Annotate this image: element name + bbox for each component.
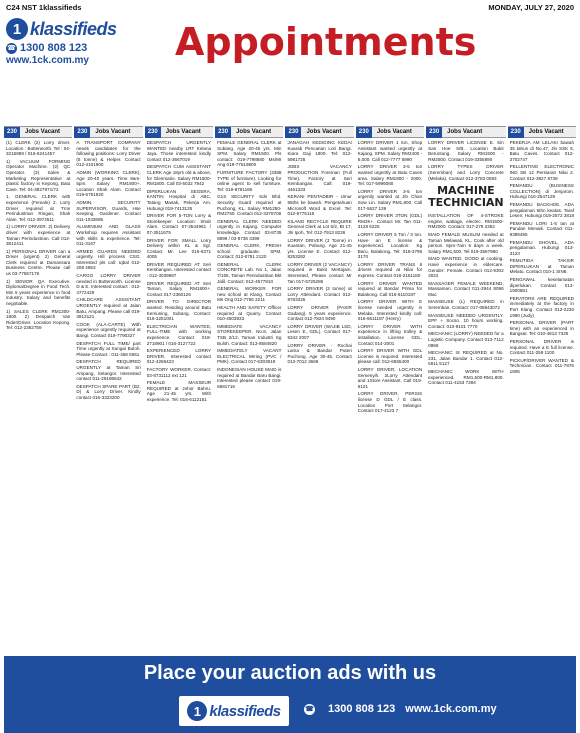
banner-logo-number: 1 — [187, 701, 207, 721]
column-3 — [145, 126, 213, 654]
classified-ad: LORRY DRIVER WITH E license needed urgently in Melaka. Interested kindly call: 016-6611187 (Henry) — [357, 299, 423, 322]
classified-ad: PERATORS ARE REQUIRED immediately at the factory in Port Klang. Contact 012-2230 1990 (Judy) — [509, 295, 574, 318]
classified-ad: PEMANDU (BUSINESS COLLECTION) di Jenjarom. Hubungi 016-2547129 — [509, 183, 574, 200]
classified-ad: A TRANSPORT COMPANY needs candidates for the following positions: Lorry Driver (5 tonne) & Helper. Contact 012-4101900 — [76, 140, 141, 168]
classified-ad: EXPERIENCED LORRY DRIVER. Interested contact 012-4286423 — [146, 348, 212, 365]
page-title: Appointments — [175, 20, 477, 64]
column-ads — [215, 138, 283, 393]
classified-ad: LORRY DRIVER 3-5 ton wanted urgently at Batu Caves area. Salary RM1800 - 2000. Tel: 017-5996080 — [357, 164, 423, 187]
banner-logo — [179, 696, 289, 726]
column-1 — [4, 126, 72, 654]
classified-ad: PEMANDU BACKHOE. ADA pengalaman 5thn keatas. Taraf Lesen: Hubungi 019-2572 3818 — [509, 201, 575, 219]
classified-ad: 1) SALES CLERK RM1300-1800. 2) Despatch Van Rider/Driver. Location Kepong. Tel: 012-2382759 — [6, 308, 71, 331]
classified-ad: LORRY DRIVER (3 tonne) at Lorry Attendant. Contact 012-8783325 — [287, 286, 352, 303]
column-header — [145, 127, 213, 138]
classified-ad: CHILDCARE ASSISTANT URGENTLY required at Jalan Batu, Ampang. Please call 019-3913121 — [76, 297, 141, 320]
classified-ad: DIPERLUKAN SEGERA, KANTIN Hospital di ABC, Tatang Masak, Pekerja Am. Hubungi 019-7413125 — [146, 188, 212, 211]
classified-ad: G1S SECURITY Sdn Bhd. Security Guard required at Puchong, KL. Salary RM1250-RM2750. Contact 012-3378708 — [217, 194, 282, 217]
page-header-line — [0, 0, 580, 14]
classified-ad: LORRY DRIVER (PASIR Gadang). 5 years experience. Contact 012-7824 9490 — [287, 305, 352, 322]
classified-ad: PENGAWAL keselamatan diperlukan. Contact 013-1900881 — [509, 277, 574, 294]
classified-ad: MAID FEMALE MUSLIM needed at Taman Melawati, KL. Cook after old person. 6pm-7am 6 days a week. Salary RM1,500. Tel 019-3567980 — [428, 231, 504, 254]
banner-phone: 1300 808 123 — [328, 703, 396, 715]
column-ads — [145, 138, 213, 407]
category-name: Jobs Vacant — [447, 129, 483, 135]
category-name: Jobs Vacant — [306, 129, 342, 135]
classified-ad: PEKERJA AM LELAKI bawah 35 tahun di No.47, Jln SSK 6, Batu Caves. Contact 012-3702747 — [509, 140, 574, 162]
classified-ad: HEALTH AND SAFETY Officer required at Quarry. Contact 010-4503933 — [217, 305, 282, 322]
classified-ad: COOK (ALA-CARTE) With experience urgently required at Bangi. Contact 019-7790327 — [76, 321, 141, 338]
classified-ad: DESPATCH SPARE PART (B2, D) & Lorry Driver. Kindly contact 016-3323200 — [76, 383, 141, 400]
section-heading-machine-technician: MACHINE TECHNICIAN — [428, 184, 504, 210]
classified-ad: KILANG RECYCLE REQUIRE General Clerk at Lot 6/2, Bt 17, Jln Ipoh, Tel: 012-7913 8226 — [287, 218, 352, 235]
column-ads — [4, 138, 72, 335]
category-number: 230 — [356, 127, 372, 138]
column-8 — [508, 126, 576, 654]
classified-ad: CARGO LORRY DRIVER needed in Butterworth. License D & E. Interested contact : 012-4772429 — [76, 273, 141, 295]
classified-ad: INSTALLATION OF 4-STROKE engine, wattage, electric. RM1500-RM2000. Contact: 017-279 2352 — [428, 213, 504, 230]
classified-ad: 1) SENIOR QA Executive. Diploma/Degree in Food Tech. Min 5 years experience in food industry. Salary and benefits negotiable. — [6, 278, 71, 307]
classified-ad: DESPATCH URGENTLY WANTED nearby LRT Kelana Jaya. Those interested kindly contact 012-3667019 — [146, 140, 212, 162]
classified-ad: (1) CLERK (2) Lorry driver. Location : Butterworth. Tel : 04-3215889 / 015-6241457 — [6, 140, 71, 157]
classified-ad: PERSONAL DRIVER (PART time) with an experienced in Bangsar. Tel: 010-4813 7325 — [509, 320, 574, 337]
classified-ad: LORRY DRIVER (WAJIB LSD, Lesen E, GDL). Contact 017-5342 2007 — [287, 323, 352, 340]
banner-contact — [304, 703, 497, 715]
classified-ad: DESPATCH CUM ASSISTANT CLERK Age 18yrs old & above, for Glenmarie. Salary RM1500-RM1800. Call 03-5032 7942 — [146, 164, 212, 187]
classified-ad: PEMUTIDA TAKSIR DIPERLUKAN at Taman Melatu. Contact 010-1 SIN8. — [509, 258, 574, 275]
auction-banner — [4, 656, 576, 733]
column-5 — [285, 126, 353, 654]
classified-ad: LORRY DRIVER WANTED required at Bandar Prima for Balakong. Call 016-6110187 — [357, 280, 423, 297]
classified-ad: ARMED GUARDS NEEDED urgently. Hill process CSG. Interested pls call: Iqbal 012-208 4853 — [76, 248, 141, 271]
column-ads — [426, 138, 505, 390]
classified-ad: DRIVER TO DIRECTOR wanted. Residing around Batu Kemuning, Subang. Contact: 016-3251001 — [146, 299, 212, 322]
classified-ad: PEMANDU LORI 1-5 tan at Pandan Menaik. Contact 011-9389495 — [509, 220, 574, 237]
classified-ad: LORRY DRIVER, PERSIS license D GDL / E class. Location Port Selangor. Contact 017-4123 7 — [357, 391, 423, 414]
classified-ad: LORRY DRIVER (3 Tonne) in Kuantan, Pahang. Age 21-45 yrs. License E. Contact 012-8253282 — [287, 237, 352, 260]
column-header — [215, 127, 283, 138]
banner-headline: Place your auction ads with us — [143, 662, 437, 684]
classified-ad: LORRY DRIVER 1 ton, Shop Assistant wanted urgently at Kajang. SPM. Salary RM2400 - 5,000. Call 012-7777 5990 — [357, 140, 423, 162]
classified-ad: 1) PERSONAL DRIVER can a Driver (urgent) 2) General Clerk required at Damansara Business Centre. Please call us 03-77557176 — [6, 248, 71, 277]
classified-ad: LORRY DRIVER 5 Ton / 3 ton. Have an E license & experienced. Location: Kg Baru, Balakong. Tel: 018-3796 3170 — [357, 231, 423, 260]
classified-ad: MASSAGER FEMALE WEEKEND, Massaman. Contact 011-2944 8096 Mac — [428, 280, 504, 297]
category-name: Jobs Vacant — [236, 129, 272, 135]
column-6 — [356, 126, 424, 654]
category-name: Jobs Vacant — [376, 129, 412, 135]
classified-ad: DRIVER FOR SMALL Lorry Delivery within KL & Sgr. Contact Mr. Lee 016-6371 4005 — [146, 237, 212, 260]
classified-ad: ALUMINIUM AND GLASS Workshop requires Assistant with skills & experience. Tel: 011-3167 — [76, 224, 141, 247]
classified-ad: KERANI PENTADBIR - Umur 55ths ke bawah. Pengetahuan Microsoft Word & Excel. Tel: 012-6775116 — [287, 194, 352, 217]
category-name: Jobs Vacant — [95, 129, 131, 135]
classified-ad: LORRY DRIVER WITH GDL License is required. Interested please call: 012-6655400 — [357, 348, 423, 365]
category-number: 230 — [74, 127, 90, 138]
classified-ad: MECHANIC WORK WITH experienced. RM1,500-RM1,800. Contact 011-4153 7394 — [428, 369, 504, 386]
classified-ad: INDONESIAN HOUSE MAID is required at Bandar Baru Bangi. Interested please contact 019-6681716 — [217, 366, 282, 389]
column-ads — [74, 138, 142, 405]
classified-ad: ADMIN, SECURITY SUPERVISOR, Guards, Hse Keeping, Gardener. Contact 011-1033695 — [76, 199, 141, 222]
brand-website: www.1ck.com.my — [6, 55, 89, 66]
classified-ad: DESPATCH REQUIRED URGENTLY at Taman Sri Ampang, Selangor. Interested contact 011-29196642 — [76, 359, 141, 382]
classified-ad: ELECTRICIAN WANTED, FULL-TIME with working experience. Contact 019-2718901 / 016-3127722 — [146, 323, 212, 346]
classified-ad: 1) LORRY DRIVER. 2) Delivery driver with experience at Taman Perindustrian. Call 012-3812411 — [6, 224, 71, 247]
classified-ad: LORRY DRIVER WITH experience in lifting trolley & installation. License GDL. Contact 014-2001 — [357, 323, 423, 346]
column-2 — [74, 126, 142, 654]
banner-website: www.1ck.com.my — [405, 703, 497, 715]
classified-ad: FEMALE GENERAL CLERK at Subang. Age 20-45 yrs. Min SPM. Salary RM1500. Pls contact: 019-7798880 Ms/Mr Ang 019-77519800 — [217, 140, 282, 168]
category-name: Jobs Vacant — [25, 129, 61, 135]
brand-block — [0, 14, 160, 74]
column-header — [74, 127, 142, 138]
logo-number: 1 — [6, 18, 28, 40]
column-ads — [356, 138, 424, 418]
column-ads — [508, 138, 576, 379]
classified-ad: LORRY DRIVER 3-5 ton urgently wanted at Jln Chan Sow Lin. Salary RM1,800. Call 017-5627 139 — [357, 188, 423, 211]
classified-ad: 1) VACUUM FORMING Operator Machine. (2) QC Operator. (3) Sales & Marketing Representative at plastic factory in Kepong, Batu Cave. Tel: 04-3827971/72 — [6, 158, 71, 192]
column-header — [356, 127, 424, 138]
classified-ad: FEMALE MASSEUR REQUIRED at Johor Bahru. Age 21-45 yrs. With experience. Tel: 016-6112151 — [146, 380, 212, 402]
classified-ad: LORRY DRIVER, LOCATION Semenyih. 2Lorry Attendant and 1Store Assistant. Call 019-6121 — [357, 366, 423, 389]
column-header — [426, 127, 505, 138]
classified-ad: LORRY DRIVER - Rochai Lama & Bandar Puteri Puchong. Age 30-45. Contact 013-7012 3669 — [287, 342, 352, 365]
classified-ad: JOBS VACANCY PRODUCTION Foreman (Full Time). Factory at Seri Kembangan. Call: 019-4461333 — [287, 164, 352, 192]
classified-ad: MECHANIC (LORRY) NEEDED for a Logistic Company. Contact 013-7112 0866 — [428, 331, 504, 348]
classified-ad: MAID WANTED, GOOD at cooking. Have experience in eldercare. Gender: Female. Contact 012-9302 3022 — [428, 256, 504, 279]
classifieds-columns — [4, 126, 576, 654]
classified-ad: GENERAL CLERK, FRESH school graduate. SPM. Contact: 012-6791 2120 — [217, 243, 282, 260]
classified-ad: 1. GENERAL CLERK with experience (Female) 2. Lorry Driver required at Tmn Perindustrian Ringan, Shah Alam. Tel: 012-3972511 — [6, 194, 71, 222]
classified-ad: GENERAL WORKER FOR new school at Klang. Contact Ms Ong 012-7766 2211 — [217, 286, 282, 303]
category-number: 230 — [215, 127, 231, 138]
brand-phone — [6, 42, 160, 54]
classified-ad: MASSEUSE NEEDED URGENTLY. EPF + Socso. 10 hours working. Contact: 010-9101 7770 — [428, 312, 504, 329]
classified-ad: FURNITURE FACTORY (3388 TYPE of furniture). Looking for online agent to sell furniture. Tel: 016-8761166 — [217, 169, 282, 192]
column-header — [508, 127, 576, 138]
column-header — [4, 127, 72, 138]
classified-ad: ADMIN (WORKING CLERK), Age 20-40 years. Time 8am-5pm. Salary RM1800+. Location Shah Alam. Contact 019-6751920 — [76, 169, 141, 198]
classified-ad: JANAGAH KEDIGING KEDAI Kuarab Pencarian Lori Bangi. Kiara Gaji 1800. Tel: 012-5981725 — [287, 140, 352, 162]
classified-ad: IMMEDIATE VACANCY STOREKEEPER. No.8, Jalan TSB 2/12, Taman Industri Sg Buloh. Contact: 013-8584820 — [217, 323, 282, 346]
classified-ad: IMMEDIATELY VACANT ELECTRICAL Wiring (PVC / PMK). Contact 017-6303919 — [217, 348, 282, 365]
classified-ad: DRIVER REQUIRED AT Seri Kembangan. Interested contact : 012-3039987 — [146, 261, 212, 279]
classified-ad: PICKUP/DRIVER WANTED & Technician. Contact 011-7876 1805 — [509, 357, 574, 374]
masthead — [0, 14, 580, 74]
logo — [6, 18, 160, 40]
category-number: 230 — [4, 127, 20, 138]
classified-ad: LORRY DRIVER TRANS 6 drivers required at Nilai for express. Contact 016-2151180 — [357, 261, 423, 279]
category-number: 230 — [145, 127, 161, 138]
classified-ad: GENERAL CLERK NEEDED urgently in Kajang. Computer knowledge. Contact 03-8735 8899 / 03-8736 3399 — [217, 218, 282, 241]
phone-icon: ☎ — [6, 43, 17, 54]
classified-ad: GENERAL CLERK CONCRETE Lab. No 1, Jalan 7/155, Taman Perindustrian Bkt Jalil. Contact: 012-4577810 — [217, 261, 282, 284]
category-number: 230 — [508, 127, 524, 138]
column-ads — [285, 138, 353, 369]
page-date: MONDAY, JULY 27, 2020 — [488, 2, 574, 12]
classified-ad: PEMANDU SHOVEL, ADA pengalaman. Hubungi 013-3123 — [509, 239, 574, 256]
classified-ad: MASSEUSE (L) REQUIRED in Seremban. Contact: 017-08843072 — [428, 299, 504, 311]
classified-ad: PERSONAL DRIVER is required. Have a E full license. Contact 011-259 1100 — [509, 339, 574, 356]
banner-logo-word: klassifieds — [209, 702, 281, 720]
column-4 — [215, 126, 283, 654]
classified-ad: LORRY DRIVER 3TON (GDL) RM2K+. Contact Mr. Tan 011-3128 5225 — [357, 213, 423, 230]
classified-ad: LORRY TYPES DRIVER (Seremban) and Lorry Concrete (Melaka). Contact 012-3783 0083 — [428, 164, 504, 181]
category-name: Jobs Vacant — [528, 129, 564, 135]
logo-word: klassifieds — [30, 18, 117, 39]
category-name: Jobs Vacant — [165, 129, 201, 135]
category-number: 230 — [426, 127, 442, 138]
classified-ad: DRIVER FOR 5-TON Lorry & Storekeeper. Location: Shah Alam. Contact 07-3544961 / 07-3511675 — [146, 213, 212, 235]
page-label: C24 NST 1klassifieds — [6, 2, 82, 12]
classified-ad: PELLENTING ELECTRONIC IND SB 12 Persiaran Nilai 2. Contact 012-3927 8738 — [509, 164, 574, 181]
classified-ad: DRIVER REQUIRED AT Seri Taman, Salary RM1800+. Contact 017-2360126 — [146, 280, 212, 297]
brand-phone-number: 1300 808 123 — [20, 42, 88, 54]
column-7 — [426, 126, 505, 654]
classified-ad: MECHANIC IS REQUIRED at No. 231, Jalan Bandar 1. Contact 012-5611 5127 — [428, 350, 504, 367]
classified-ad: LORRY DRIVER (2 VACANCY) required in Bukit Mertajam. Interested, Please contact Mr Tan 017-5725285 — [287, 261, 352, 284]
phone-icon: ☎ — [304, 704, 315, 715]
column-header — [285, 127, 353, 138]
classified-ad: LORRY DRIVER LICENSE E. Sin San Hoe S/B. Location Bukit Beruntung. Salary RM1500 - RM2500. Contact 019-3355890 — [428, 140, 504, 162]
category-number: 230 — [285, 127, 301, 138]
classified-ad: FACTORY WORKER. Contact: 03-8731112 ext 121 — [146, 366, 212, 378]
classified-ad: DESPATCH FULL TIME/ part Time urgently at Sungai Buloh. Please Contact : 011-458 5551 — [76, 340, 141, 357]
